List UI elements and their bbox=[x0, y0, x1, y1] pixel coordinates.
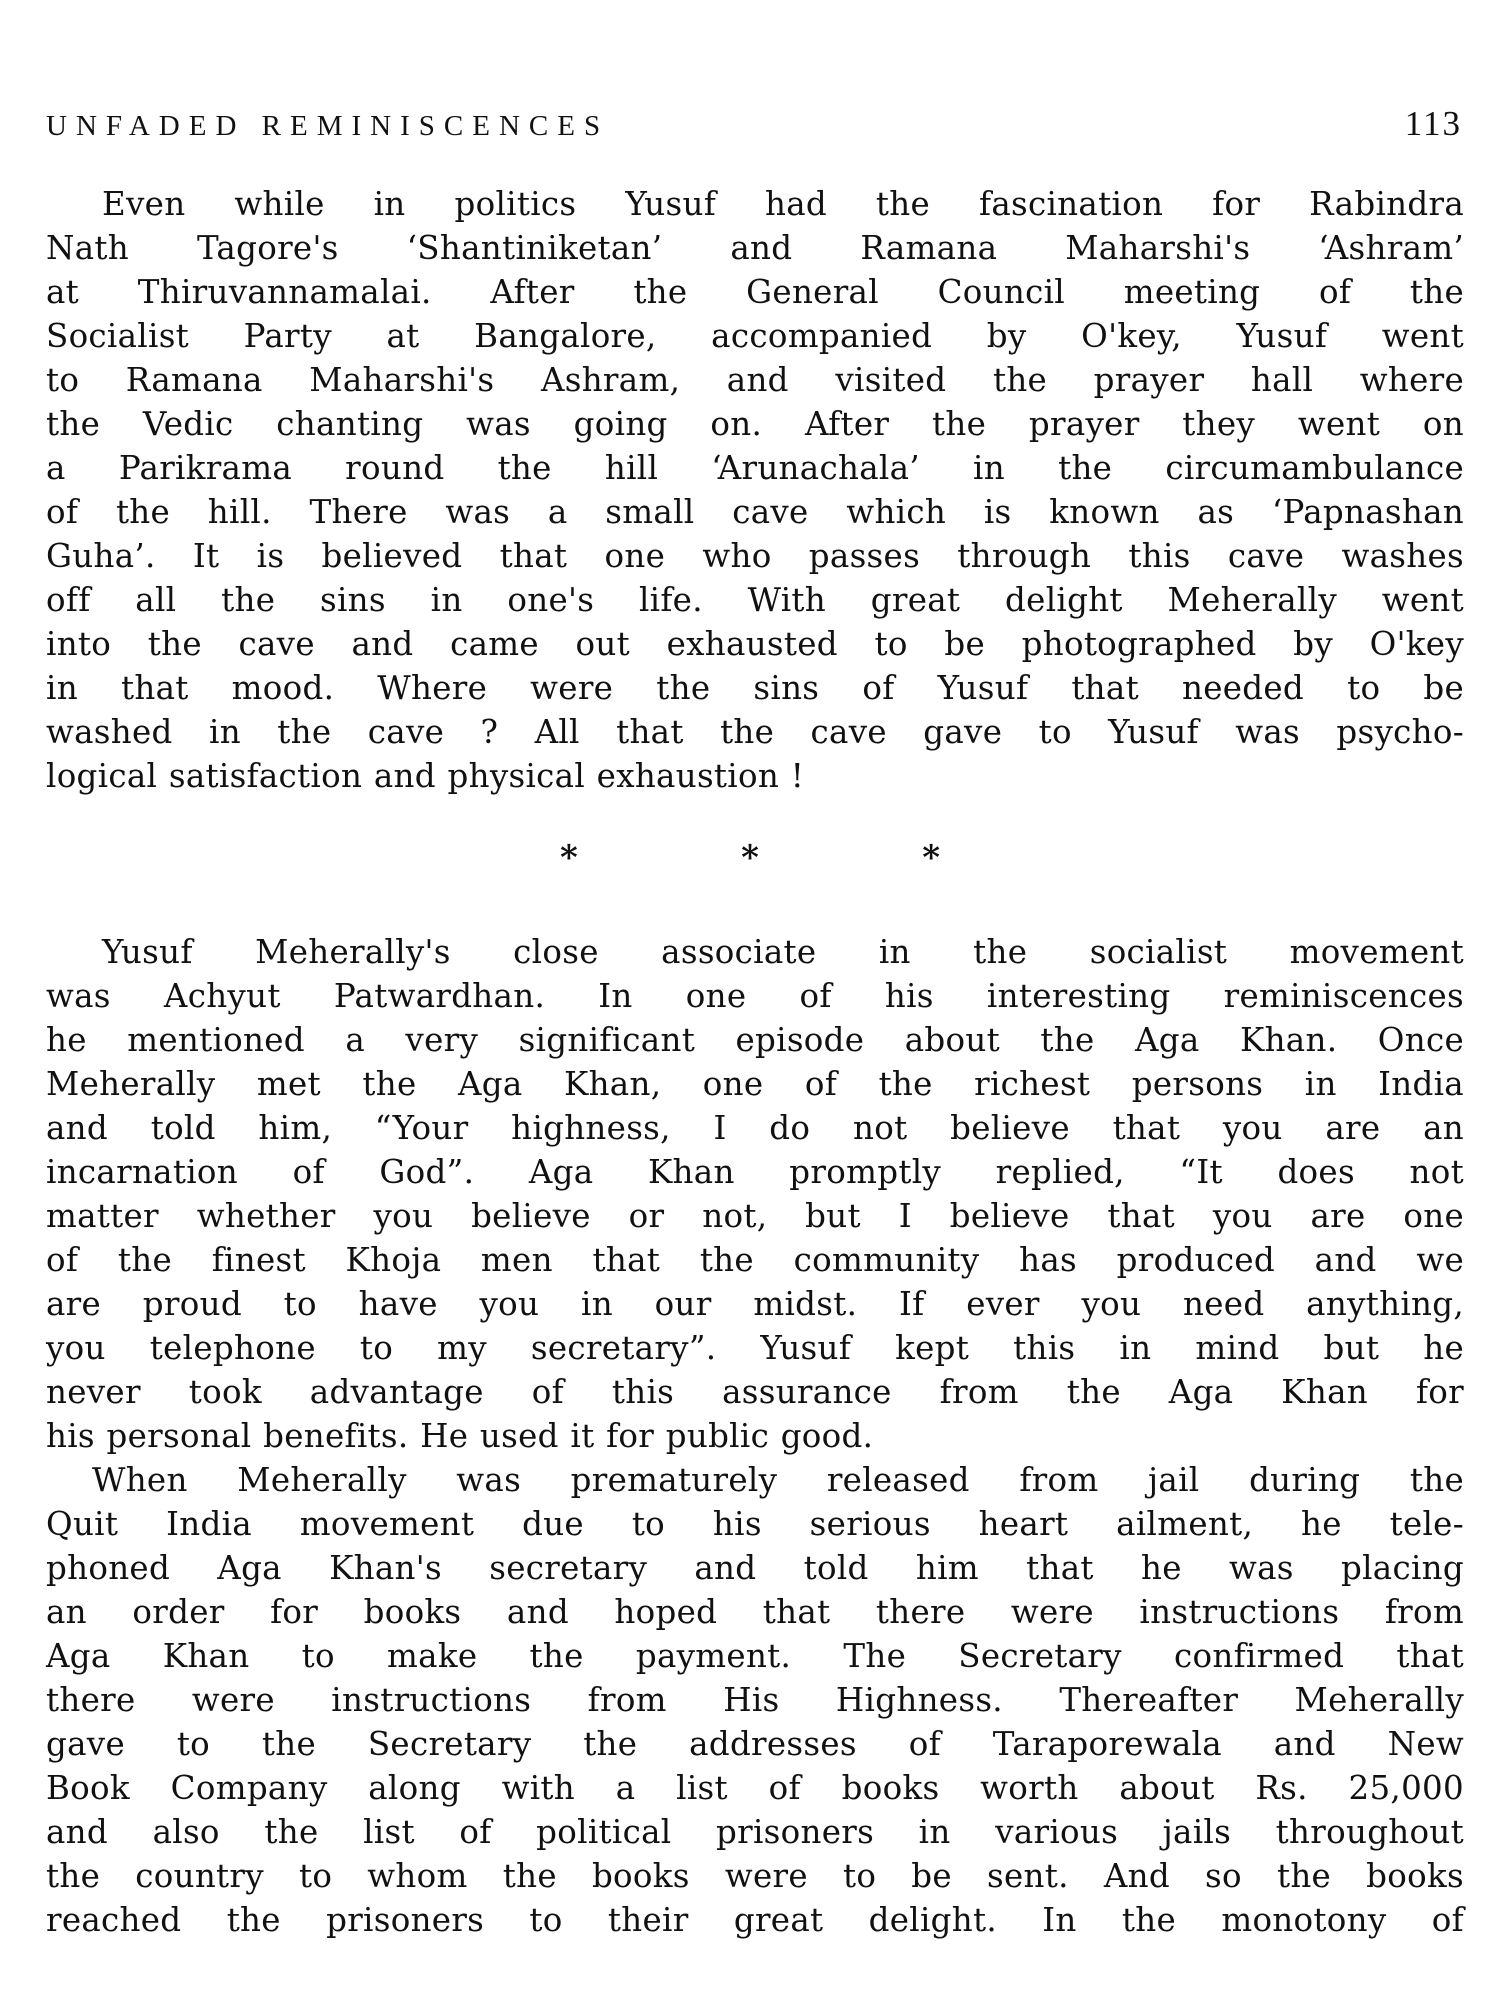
text-line: in that mood. Where were the sins of Yusuf that needed to be bbox=[46, 669, 1464, 707]
text-line: washed in the cave ? All that the cave gave to Yusuf was psycho- bbox=[46, 713, 1464, 751]
text-line: off all the sins in one's life. With great delight Meherally went bbox=[46, 581, 1464, 619]
text-line: and told him, “Your highness, I do not believe that you are an bbox=[46, 1109, 1464, 1147]
text-line: his personal benefits. He used it for public good. bbox=[46, 1417, 874, 1455]
running-header bbox=[46, 104, 1462, 144]
text-line: Socialist Party at Bangalore, accompanied by O'key, Yusuf went bbox=[46, 317, 1464, 355]
text-line: never took advantage of this assurance from the Aga Khan for bbox=[46, 1373, 1464, 1411]
text-line: Book Company along with a list of books worth about Rs. 25,000 bbox=[46, 1769, 1464, 1807]
text-line: When Meherally was prematurely released from jail during the bbox=[92, 1461, 1464, 1499]
text-line: Meherally met the Aga Khan, one of the richest persons in India bbox=[46, 1065, 1464, 1103]
text-line: logical satisfaction and physical exhaustion ! bbox=[46, 757, 805, 795]
text-line: to Ramana Maharshi's Ashram, and visited the prayer hall where bbox=[46, 361, 1464, 399]
text-line: matter whether you believe or not, but I believe that you are one bbox=[46, 1197, 1464, 1235]
text-line: gave to the Secretary the addresses of Taraporewala and New bbox=[46, 1725, 1464, 1763]
paragraph-shantiniketan bbox=[46, 182, 1464, 798]
text-line: phoned Aga Khan's secretary and told him that he was placing bbox=[46, 1549, 1464, 1587]
text-line: incarnation of God”. Aga Khan promptly replied, “It does not bbox=[46, 1153, 1464, 1191]
separator-asterisk: * bbox=[922, 838, 940, 878]
paragraph-books-order bbox=[46, 1458, 1464, 1942]
running-title: UNFADED REMINISCENCES bbox=[46, 110, 610, 142]
text-line: Guha’. It is believed that one who passes through this cave washes bbox=[46, 537, 1464, 575]
text-line: of the hill. There was a small cave which is known as ‘Papnashan bbox=[46, 493, 1464, 531]
section-separator bbox=[560, 838, 940, 878]
text-line: was Achyut Patwardhan. In one of his interesting reminiscences bbox=[46, 977, 1464, 1015]
page-number: 113 bbox=[1404, 104, 1462, 143]
text-line: there were instructions from His Highness. Thereafter Meherally bbox=[46, 1681, 1464, 1719]
text-line: Aga Khan to make the payment. The Secretary confirmed that bbox=[46, 1637, 1464, 1675]
separator-asterisk: * bbox=[560, 838, 578, 878]
text-line: reached the prisoners to their great delight. In the monotony of bbox=[46, 1901, 1464, 1939]
text-line: he mentioned a very significant episode about the Aga Khan. Once bbox=[46, 1021, 1464, 1059]
text-line: at Thiruvannamalai. After the General Council meeting of the bbox=[46, 273, 1464, 311]
separator-asterisk: * bbox=[741, 838, 759, 878]
text-line: Quit India movement due to his serious heart ailment, he tele- bbox=[46, 1505, 1464, 1543]
text-line: an order for books and hoped that there were instructions from bbox=[46, 1593, 1464, 1631]
text-line: the Vedic chanting was going on. After the prayer they went on bbox=[46, 405, 1464, 443]
text-line: into the cave and came out exhausted to be photographed by O'key bbox=[46, 625, 1464, 663]
text-line: and also the list of political prisoners in various jails throughout bbox=[46, 1813, 1464, 1851]
paragraph-aga-khan bbox=[46, 930, 1464, 1458]
text-line: of the finest Khoja men that the community has produced and we bbox=[46, 1241, 1464, 1279]
text-line: you telephone to my secretary”. Yusuf kept this in mind but he bbox=[46, 1329, 1464, 1367]
text-line: the country to whom the books were to be sent. And so the books bbox=[46, 1857, 1464, 1895]
text-line: Yusuf Meherally's close associate in the socialist movement bbox=[102, 933, 1464, 971]
text-line: a Parikrama round the hill ‘Arunachala’ in the circumambulance bbox=[46, 449, 1464, 487]
text-line: Even while in politics Yusuf had the fascination for Rabindra bbox=[102, 185, 1464, 223]
text-line: are proud to have you in our midst. If ever you need anything, bbox=[46, 1285, 1464, 1323]
text-line: Nath Tagore's ‘Shantiniketan’ and Ramana Maharshi's ‘Ashram’ bbox=[46, 229, 1464, 267]
